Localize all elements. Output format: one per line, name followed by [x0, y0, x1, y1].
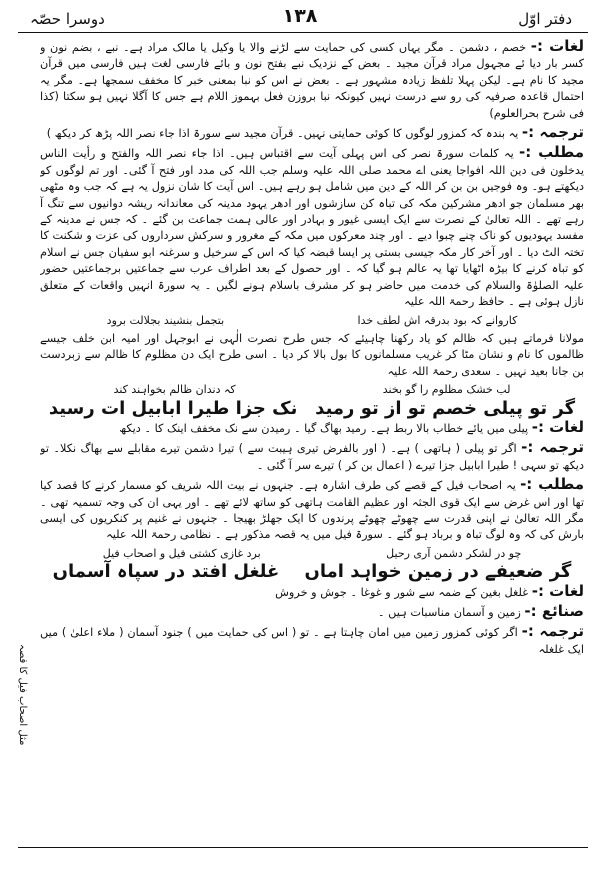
header-part: دوسرا حصّہ	[30, 10, 105, 28]
tarjuma-paragraph-2	[40, 439, 584, 474]
lughat-text-1: خصم ، دشمن ۔ مگر یہاں کسی کی حمایت سے لڑنے والا یا وکیل یا مالک مراد ہے۔ نبے ، بضم نون و کسر بار دیا ئے مجہول مراد قرآن مجید ۔ بعض کے نزدیک نبے بفتح نون و بائے فارسی لغت ہیں فارسی میں قرآن مجید کا نام ہے۔ لیکن پہلا تلفظ زیادہ مشہور ہے ۔ بعض نے اس کو نبا بمعنی خبر کا مخفف سمجھا ہے۔ مگر یہ احتمال قاعدہ صرفیہ کی رو سے درست نہیں کیونکہ نبا بروزن فعل بہموز اللام ہے جس کا آگلا نہیں ہو سکتا (کذا فی شرح بحرالعلوم)	[40, 41, 584, 120]
verse-line: چو در لشکر دشمن آری رحیل	[386, 546, 522, 560]
lughat-paragraph-1	[40, 38, 584, 122]
header-volume: دفتر اوّل	[518, 10, 572, 28]
term-sanaa: صنائع :-	[524, 602, 584, 620]
lughat-paragraph-2	[40, 419, 584, 437]
matlab-text-1: یہ کلمات سورۃ نصر کی اس پہلی آیت سے اقتباس ہیں۔ اذا جاء نصر اللہ والفتح و رأیت الناس یدخلون فی دین اللہ افواجا یعنی اے محمد صلی اللہ علیہ وسلم جب اللہ کی مدد اور فتح آ گئی۔ اور تم لوگوں کو دیکھتے ہو۔ وہ فوجیں بن بن کر اللہ کے دین میں شامل ہو رہے ہیں۔ اس آیت کا شان نزول یہ ہے کہ جب وہ مٹھی بھر مسلمان جو ادھر مشرکین مکہ کی تباہ کن سازشوں اور ادھر یہود مدینہ کی معاندانہ ریشہ دوانیوں سے تنگ آ رہے تھے ۔ اللہ تعالیٰ کے نصرت سے ایک ایسی غیور و بہادر اور عالی ہمت جماعت بن گئے ۔ کہ جس نے مدینہ کے مفسد یہودیوں کو ناک چنے چبوا دیے ۔ اور چند معرکوں میں مکہ کے مغرور و سرکش سرداروں کی عزت و شکنت کا تختہ الٹ دیا ۔ اور آخر کار مکہ جیسی بستی پر ایسا قبضہ کیا کہ اس کے سرخیل و سرغنہ ابو سفیان جس نے اسلام کو تباہ کرنے کا بیڑہ اٹھایا تھا یہ عالم ہو گیا کہ ۔ اور حصول کے بعد اطراف عرب سے جماعتیں برجماعتیں حضور علیہ الصلوٰۃ والسلام کی خدمت میں حاضر ہو کر مشرف باسلام ہونے لگیں ۔ یہ سورۃ انہیں واقعات کے متعلق نازل ہوئی ہے ۔ حافظ رحمۃ اللہ علیہ	[40, 147, 584, 309]
verse-nizami	[40, 546, 584, 562]
term-tarjuma: ترجمہ :-	[521, 123, 584, 142]
tarjuma-text-1: یہ بندہ کہ کمزور لوگوں کا کوئی حمایتی نہیں۔ قرآن مجید سے سورۃ اذا جاء نصر اللہ پڑھ کر دیکھ )	[46, 127, 519, 141]
couplet-line: غلغل افتد در سپاہ آسماں	[52, 561, 280, 583]
term-lughat: لغات :-	[530, 38, 584, 55]
header-rule	[18, 32, 588, 33]
page-body	[40, 38, 584, 838]
term-matlab: مطلب :-	[518, 143, 584, 162]
couplet-main-2	[40, 561, 584, 583]
commentary-paragraph	[40, 331, 584, 380]
page-header	[0, 0, 600, 32]
term-lughat: لغات :-	[531, 581, 584, 600]
couplet-line: گر ضعیفے در زمین خواہد اماں	[304, 561, 572, 583]
commentary-text: مولانا فرماتے ہیں کہ ظالم کو یاد رکھنا چاہیئے کہ جس طرح نصرت الٰہی نے ابوجہل اور امیہ ابن خلف جیسے ظالموں کا نام و نشان مٹا کر غریب مسلمانوں کا بول بالا کر دیا ۔ اسی طرح ایک دن مظلوم کا ظالم سے زبردست بن جانا بعید نہیں ۔ سعدی رحمۃ اللہ علیہ	[40, 331, 584, 378]
matlab-paragraph-2	[40, 476, 584, 544]
lughat-text-2: پیلی میں یائے خطاب بالا ربط ہے۔ رمید بھاگ گیا ۔ رمیدن سے نک مخفف اینک کا ۔ دیکھ	[119, 421, 529, 435]
term-lughat: لغات :-	[531, 417, 584, 436]
lughat-text-3: غلغل بغین کے ضمہ سے شور و غوغا ۔ جوش و خروش	[275, 585, 529, 599]
sanaa-paragraph	[40, 603, 584, 621]
margin-note: مثل اصحاب فیل کا قصہ	[17, 644, 28, 746]
verse-hafiz	[40, 313, 584, 329]
term-matlab: مطلب :-	[520, 475, 584, 494]
matlab-text-2: یہ اصحاب فیل کے قصے کی طرف اشارہ ہے۔ جنہوں نے بیت اللہ شریف کو مسمار کرنے کا قصد کیا تھا اور اس غرض سے ایک قوی الجثہ اور عظیم القامت ہاتھی کو ساتھ لائے تھے ۔ اور یہی ان کی وجہ تسمیہ تھی ۔ مگر اللہ تعالیٰ نے اپنی قدرت سے چھوٹے چھوٹے پرندوں کا ایک جھلڑ بھیجا ۔ جنہوں نے غنیم پر کنکریوں کی ایسی بارش کی کہ وہ لوگ تباہ و برباد ہو گئے ۔ سورۃ فیل میں یہ قصہ مذکور ہے ۔ نظامی رحمۃ اللہ علیہ	[40, 479, 584, 542]
verse-line: برد غازی کشتی فیل و اصحاب فیل	[102, 546, 261, 560]
term-tarjuma: ترجمہ :-	[521, 622, 584, 641]
verse-line: کہ دندان ظالم بخواہند کند	[113, 383, 236, 397]
tarjuma-paragraph-1	[40, 124, 584, 142]
sanaa-text: زمین و آسمان مناسبات ہیں ۔	[377, 606, 521, 619]
tarjuma-text-2: اگر تو پیلی ( ہاتھی ) ہے۔ ( اور بالفرض تیری ہیبت سے ) تیرا دشمن تیرے مقابلے سے بھاگ نکلا۔ تو دیکھ تو سہی ! طیرا ابابیل جزا تیرے ( اعمال بن کر ) تیرے سر آ گئی ۔	[40, 442, 584, 472]
verse-line: لب خشک مظلوم را گو بخند	[382, 383, 511, 397]
matlab-paragraph-1	[40, 144, 584, 310]
tarjuma-text-3: اگر کوئی کمزور زمین میں امان چاہتا ہے ۔ تو ( اس کی حمایت میں ) جنود آسمان ( ملاء اعلیٰ ) میں ایک غلغلہ	[40, 626, 584, 656]
verse-line: بتجمل بنشیند بجلالت برود	[106, 313, 225, 327]
couplet-line: گر تو پیلی خصم تو از تو رمید	[315, 397, 576, 419]
term-tarjuma: ترجمہ :-	[521, 438, 584, 457]
verse-saadi	[40, 382, 584, 398]
footer-rule	[18, 847, 588, 848]
couplet-line: نک جزا طیرا ابابیل ات رسید	[48, 397, 298, 419]
couplet-main-1	[40, 397, 584, 419]
lughat-paragraph-3	[40, 583, 584, 601]
tarjuma-paragraph-3	[40, 623, 584, 658]
page-number: ۱۳۸	[282, 5, 318, 27]
verse-line: کاروانے کہ بود بدرقہ اش لطف خدا	[357, 313, 518, 327]
